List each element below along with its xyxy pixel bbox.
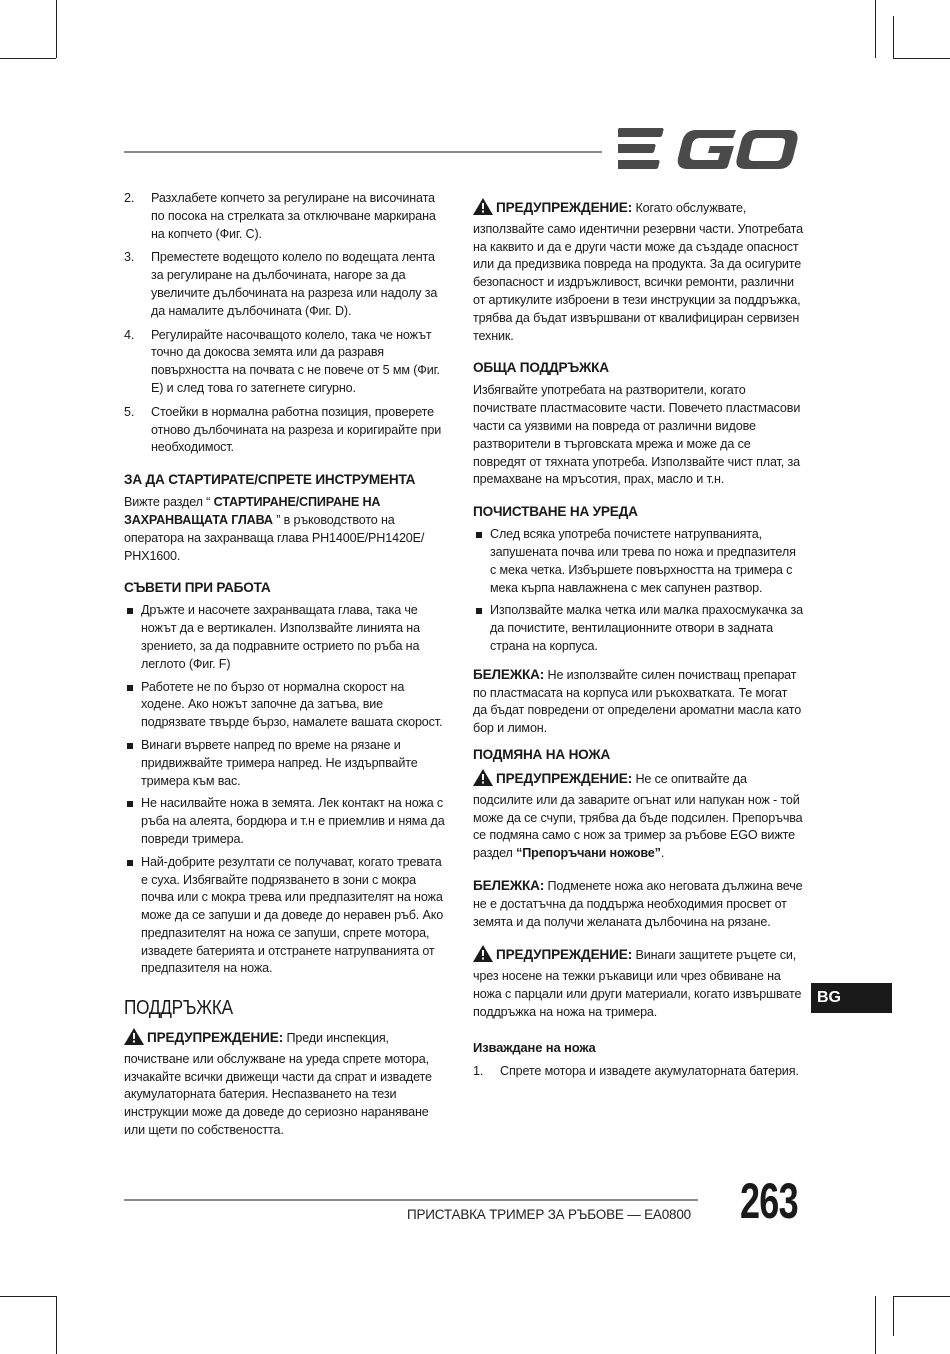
- left-column: [124, 190, 450, 1146]
- crop-mark: [0, 1296, 56, 1297]
- crop-mark: [893, 1296, 894, 1336]
- cleaning-heading: ПОЧИСТВАНЕ НА УРЕДА: [473, 504, 638, 520]
- start-stop-heading: ЗА ДА СТАРТИРАТЕ/СПРЕТЕ ИНСТРУМЕНТА: [124, 472, 416, 488]
- crop-mark: [893, 16, 894, 58]
- ego-logo-icon: [618, 128, 800, 170]
- crop-mark: [875, 1296, 876, 1354]
- crop-mark: [56, 0, 57, 58]
- list-item: Винаги вървете напред по време на рязане и придвижвайте тримера напред. Не издърпвайте тримера към вас.: [124, 737, 450, 790]
- general-maintenance-heading: ОБЩА ПОДДРЪЖКА: [473, 360, 609, 376]
- list-item: Дръжте и насочете захранващата глава, така че ножът да е вертикален. Използвайте линията на зрението, за да подравните острието по ръба на леглото (Фиг. F): [124, 602, 450, 673]
- general-maintenance-text: Избягвайте употребата на разтворители, когато почиствате пластмасовите части. Повечето пластмасови части са уязвими на повреда от различни видове разтворители в търговската мрежа и може да се повредят от тяхната употреба. Използвайте чист плат, за премахване на мръсотия, прах, масло и т.н.: [473, 383, 801, 487]
- footer-rule: [124, 1199, 698, 1201]
- crop-mark: [56, 1296, 57, 1354]
- tips-heading: СЪВЕТИ ПРИ РАБОТА: [124, 580, 271, 596]
- cleaning-list: [473, 526, 803, 656]
- list-item: След всяка употреба почистете натрупванията, запушената почва или трева по ножа и предпазителя с мека четка. Избършете повърхността на тримера с мека кърпа навлажнена с мек сапунен разтвор.: [473, 526, 803, 597]
- service-warning: ПРЕДУПРЕЖДЕНИЕ: Когато обслужвате, използвайте само идентични резервни части. Употребата на каквито и да е други части може да създаде опасност или да предизвика повреда на продукта. За да осигурите безопасност и издръжливост, всички ремонти, различни от артикулите изброени в тези инструкции за поддръжка, трябва да бъдат извършвани от квалифициран сервизен техник.: [473, 200, 804, 343]
- adjust-steps-list: [124, 190, 450, 457]
- page-number: 263: [740, 1173, 798, 1229]
- right-column: [473, 198, 803, 1087]
- warning-triangle-icon: [473, 198, 493, 221]
- brand-logo: [618, 128, 800, 175]
- blade-note: БЕЛЕЖКА: Подменете ножа ако неговата дължина вече не е достатъчна да поддържа необходимия просвет от земята и да получи желаната дълбочина на рязане.: [473, 877, 803, 929]
- removal-steps-list: [473, 1063, 803, 1081]
- list-item: Използвайте малка четка или малка прахосмукачка за да почистите, вентилационните отвори в задната страна на корпуса.: [473, 602, 803, 655]
- list-item: 2. Разхлабете копчето за регулиране на височината по посока на стрелката за отключване маркирана на копчето (Фиг. C).: [124, 191, 436, 241]
- tips-list: [124, 602, 450, 978]
- blade-warning: ПРЕДУПРЕЖДЕНИЕ: Не се опитвайте да подсилите или да заварите огънат или напукан нож - той може да се счупи, трябва да бъде подсилен. Препоръчва се подмяна само с нож за тример за ръбове EGO вижте раздел “Препоръчани ножове”.: [473, 770, 803, 861]
- warning-triangle-icon: [473, 945, 493, 968]
- maintenance-warning: ПРЕДУПРЕЖДЕНИЕ: Преди инспекция, почистване или обслужване на уреда спрете мотора, изчакайте всички движещи части да спрат и извадете акумулаторната батерия. Неспазването на тези инструкции може да доведе до сериозно нараняване или щети по собствеността.: [124, 1030, 432, 1138]
- warning-triangle-icon: [124, 1028, 144, 1051]
- list-item: Работете не по бързо от нормална скорост на ходене. Ако ножът започне да затъва, вие подрязвате твърде бързо, намалете вашата скорост.: [124, 679, 450, 732]
- list-item: Не насилвайте ножа в земята. Лек контакт на ножа с ръба на алеята, бордюра и т.н е приемлив и няма да повреди тримера.: [124, 795, 450, 848]
- crop-mark: [0, 58, 56, 59]
- maintenance-heading: ПОДДРЪЖКА: [124, 997, 233, 1020]
- crop-mark: [875, 0, 876, 58]
- crop-mark: [893, 1296, 950, 1297]
- cleaning-note: БЕЛЕЖКА: Не използвайте силен почистващ препарат по пластмасата на корпуса или ръкохватката. Те могат да бъдат повредени от определени ароматни масла като бор и лимон.: [473, 666, 802, 736]
- blade-replacement-heading: ПОДМЯНА НА НОЖА: [473, 746, 611, 762]
- crop-mark: [893, 58, 950, 59]
- blade-removal-heading: Изваждане на ножа: [473, 1040, 596, 1056]
- language-tab: BG: [811, 983, 892, 1013]
- list-item: 1. Спрете мотора и извадете акумулаторната батерия.: [473, 1064, 799, 1079]
- hand-protection-warning: ПРЕДУПРЕЖДЕНИЕ: Винаги защитете ръцете си, чрез носене на тежки ръкавици или чрез обвиване на ножа с парцали или други материали, когато извършвате поддръжка на ножа на тримера.: [473, 947, 802, 1019]
- list-item: 5. Стоейки в нормална работна позиция, проверете отново дълбочината на разреза и коригирайте при необходимост.: [124, 404, 442, 455]
- warning-triangle-icon: [473, 769, 493, 792]
- list-item: Най-добрите резултати се получават, когато тревата е суха. Избягвайте подрязването в зони с мокра почва или с мокра трева или предпазителят на ножа може да се запуши и да доведе до неравен ръб. Ако предпазителят на ножа се запуши, спрете мотора, извадете батерията и отстранете натрупванията от предпазителя на ножа.: [124, 854, 450, 979]
- start-stop-paragraph: Вижте раздел “ СТАРТИРАНЕ/СПИРАНЕ НА ЗАХРАНВАЩАТА ГЛАВА ” в ръководството на оператора на захранваща глава PH1400E/PH1420E/ PHX1600.: [124, 495, 425, 563]
- footer-title: ПРИСТАВКА ТРИМЕР ЗА РЪБОВЕ — EA0800: [407, 1207, 691, 1222]
- header-rule: [124, 151, 602, 153]
- list-item: 4. Регулирайте насочващото колело, така че ножът точно да докосва земята или да разравя повърхността на почвата с не повече от 5 мм (Фиг. E) и след това го затегнете сигурно.: [124, 327, 440, 395]
- list-item: 3. Преместете водещото колело по водещата лента за регулиране на дълбочината, нагоре за да увеличите дълбочината на разреза или надолу за да намалите дълбочината (Фиг. D).: [124, 250, 438, 318]
